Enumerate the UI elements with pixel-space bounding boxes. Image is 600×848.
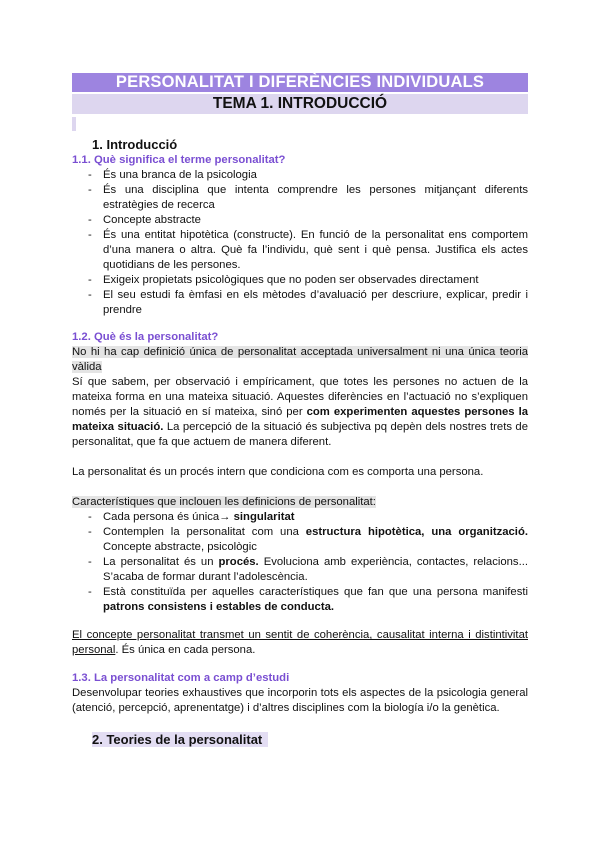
bold-text: estructura hipotètica, una organització.	[305, 526, 528, 538]
section-1-1-heading: 1.1. Què significa el terme personalitat?	[72, 154, 286, 166]
bold-text: procés.	[218, 556, 259, 568]
characteristics-list	[72, 510, 528, 615]
document-title: PERSONALITAT I DIFERÈNCIES INDIVIDUALS	[72, 73, 528, 92]
paragraph	[72, 495, 528, 510]
highlight-marker	[72, 117, 76, 131]
list-item: - És una branca de la psicologia	[72, 168, 528, 183]
list-item: - És una entitat hipotètica (constructe). En funció de la personalitat ens comportem d’una manera o altra. Què fa l’individu, què sent i què pensa. Justifica els actes quotidians de les persones.	[72, 228, 528, 273]
list-item: - Concepte abstracte	[72, 213, 528, 228]
section-2-heading	[72, 731, 528, 748]
section-1-2-heading: 1.2. Què és la personalitat?	[72, 331, 219, 343]
section-1-1-list	[72, 168, 528, 318]
text: Concepte abstracte, psicològic	[103, 541, 257, 553]
list-item	[72, 510, 528, 525]
paragraph	[72, 345, 528, 375]
highlighted-text: Característiques que inclouen les definicions de personalitat:	[72, 496, 376, 508]
bold-text: singularitat	[233, 511, 295, 523]
text: . És única en cada persona.	[115, 644, 256, 656]
underlined-text: El concepte personalitat transmet un sentit de coherència, causalitat interna i distintivitat personal	[72, 629, 528, 656]
section-1-heading	[72, 136, 528, 153]
list-item: - El seu estudi fa èmfasi en els mètodes d’avaluació per descriure, explicar, predir i prendre	[72, 288, 528, 318]
section-1-3-heading: 1.3. La personalitat com a camp d’estudi	[72, 672, 290, 684]
paragraph	[72, 375, 528, 450]
document-subtitle: TEMA 1. INTRODUCCIÓ	[72, 94, 528, 114]
bold-text: com experimenten aquestes persones la mateixa situació.	[72, 406, 528, 433]
list-item: - És una disciplina que intenta comprendre les persones mitjançant diferents estratègies de recerca	[72, 183, 528, 213]
bold-text: patrons consistens i estables de conducta.	[103, 601, 335, 613]
text: Sí que sabem, per observació i empíricament, que totes les persones no actuen de la mateixa forma en una mateixa situació. Aquestes diferències en l’actuació no s’expliquen només per la situació en sí mateixa, sinó per	[72, 376, 528, 418]
paragraph: La personalitat és un procés intern que condiciona com es comporta una persona.	[72, 466, 484, 478]
paragraph: Desenvolupar teories exhaustives que incorporin tots els aspectes de la psicologia general (atenció, percepció, aprenentatge) i d’altres disciplines com la biología i/o la genètica.	[72, 687, 528, 714]
text: La personalitat és un	[103, 556, 219, 568]
highlighted-text: No hi ha cap definició única de personalitat acceptada universalment ni una única teoria vàlida	[72, 346, 528, 373]
list-item	[72, 585, 528, 615]
paragraph	[72, 628, 528, 658]
list-item: - Exigeix propietats psicològiques que no poden ser observades directament	[72, 273, 528, 288]
text: Cada persona és única→	[103, 511, 234, 523]
text: Està constituïda per aquelles característiques que fan que una persona manifesti	[103, 586, 528, 598]
text: La percepció de la situació és subjectiva pq depèn dels nostres trets de personalitat, que fa que actuem de manera diferent.	[72, 421, 529, 448]
section-1-heading-text: 1. Introducció	[92, 137, 178, 152]
text: Evoluciona amb experiència, contactes, relacions... S’acaba de formar durant l’adolescència.	[103, 556, 528, 583]
list-item	[72, 525, 528, 555]
list-item	[72, 555, 528, 585]
text: Contemplen la personalitat com una	[103, 526, 306, 538]
section-2-heading-text: 2. Teories de la personalitat	[92, 732, 268, 747]
